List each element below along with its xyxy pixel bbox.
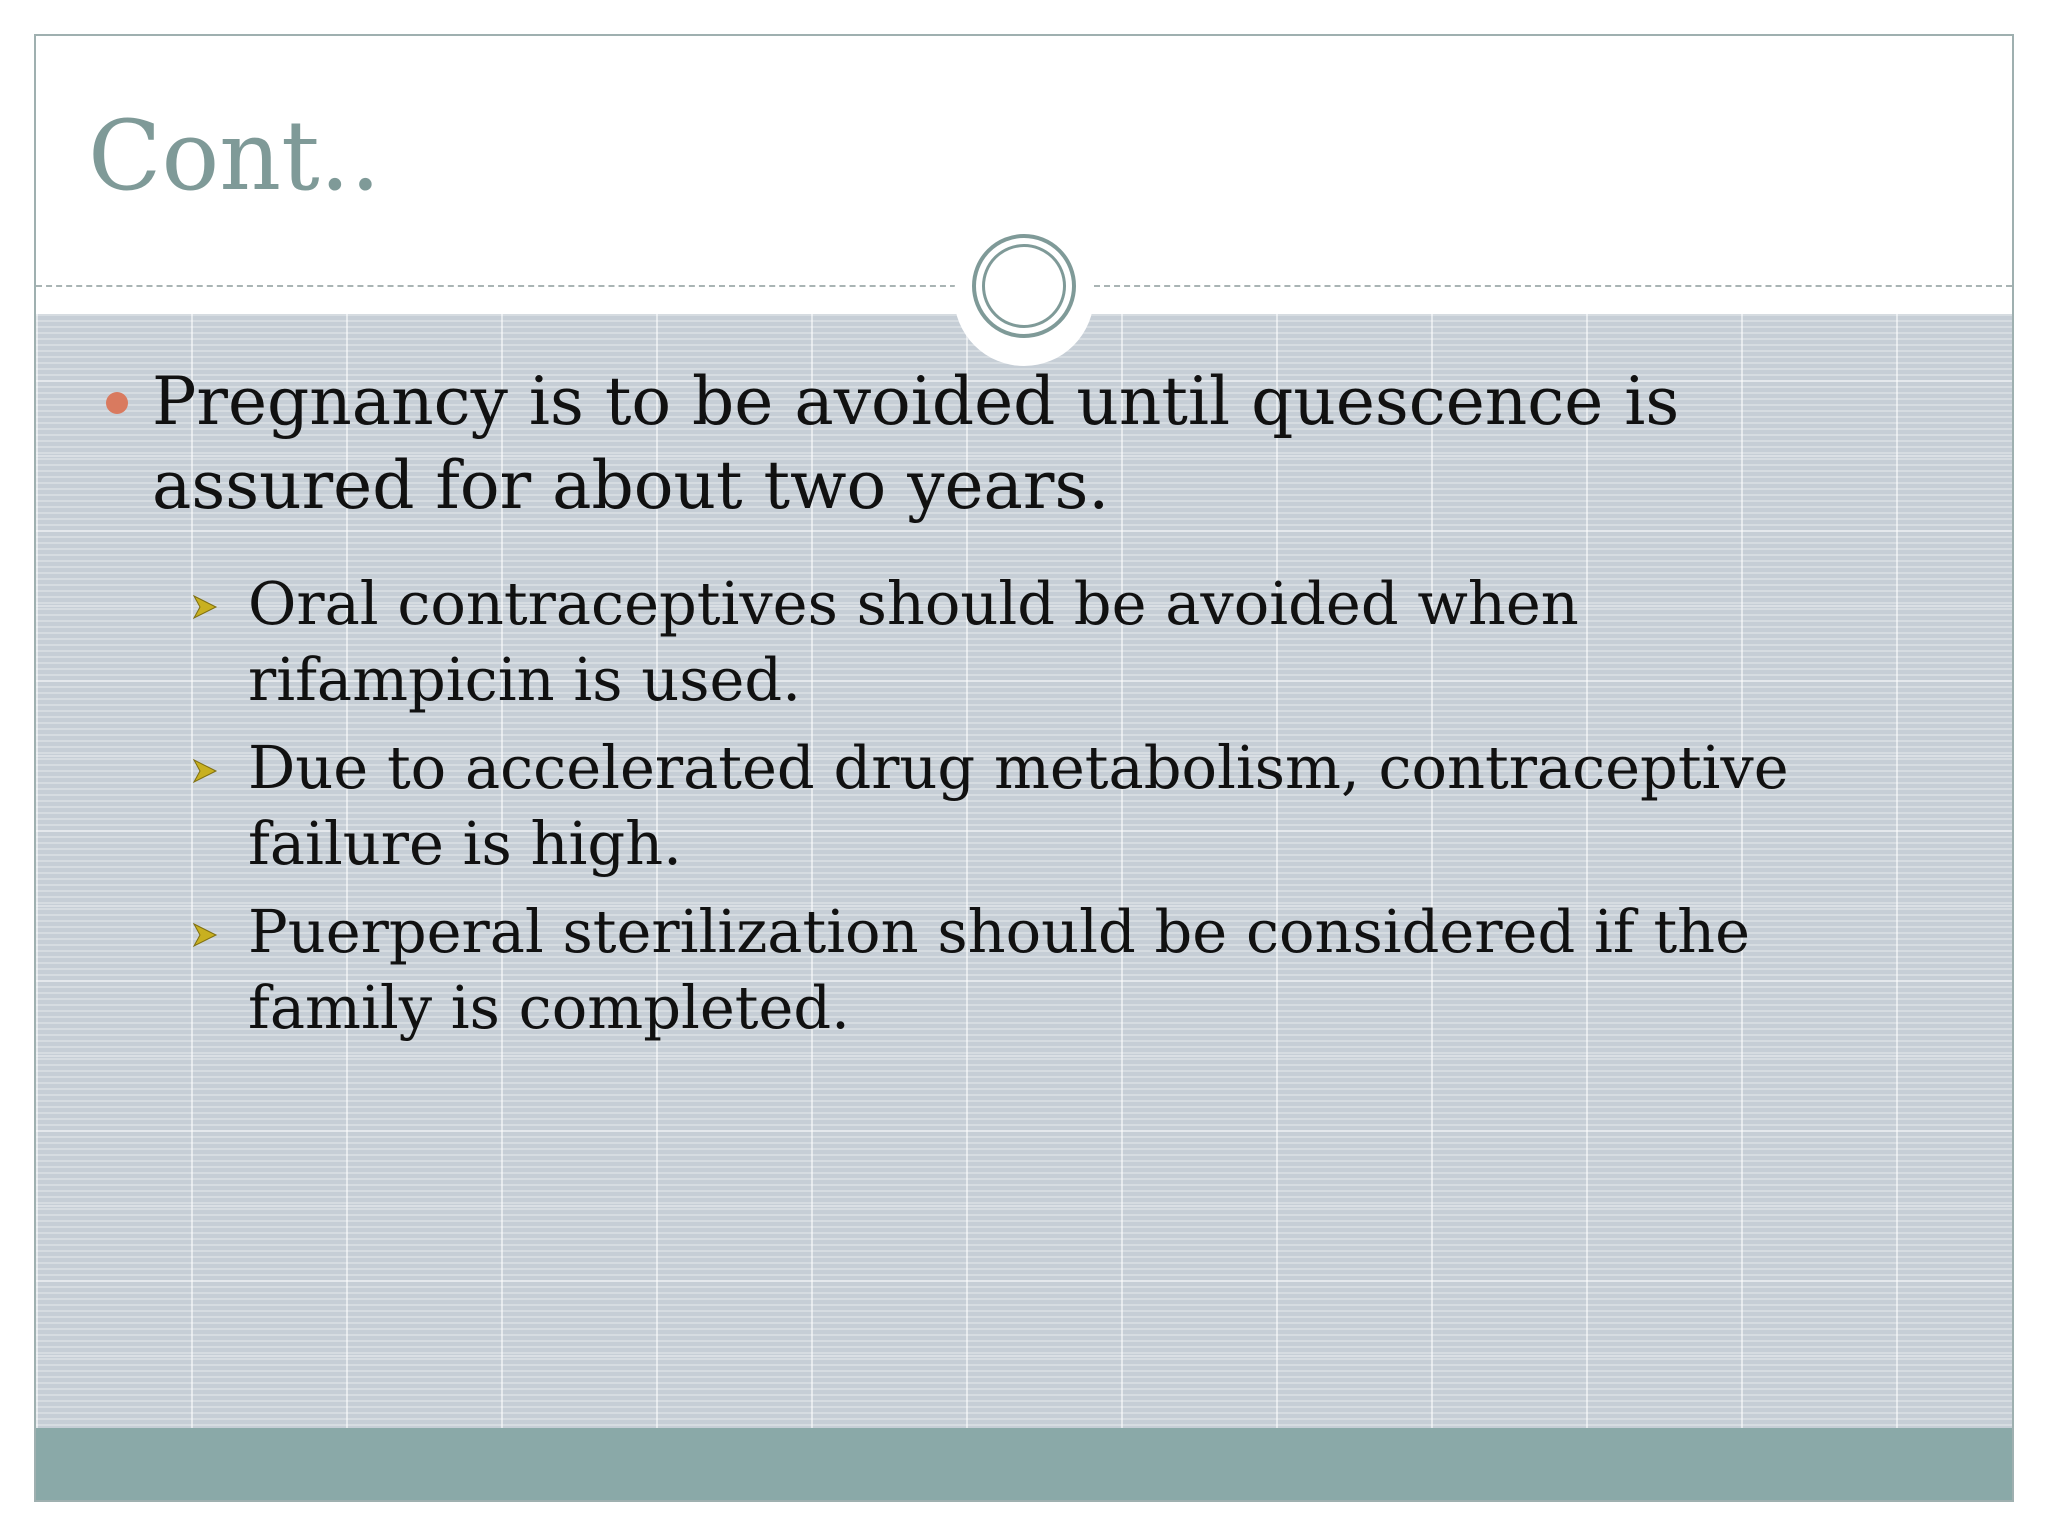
arrow-bullet-icon (190, 920, 220, 950)
title-divider-right (1094, 285, 2012, 287)
bullet-item (82, 360, 1862, 528)
bullet-dot-icon (106, 392, 128, 414)
sub-bullet-text: Puerperal sterilization should be considered if the family is completed. (248, 897, 1751, 1042)
sub-bullet-text: Oral contraceptives should be avoided when rifampicin is used. (248, 569, 1579, 714)
sub-bullet-item (248, 894, 1898, 1046)
sub-bullet-item (248, 566, 1898, 718)
footer-bar (36, 1428, 2012, 1500)
arrow-bullet-icon (190, 592, 220, 622)
sub-bullet-item (248, 730, 1898, 882)
title-divider-left (36, 285, 956, 287)
slide (34, 34, 2014, 1502)
arrow-bullet-icon (190, 756, 220, 786)
ring-ornament-inner (982, 244, 1066, 328)
sub-bullet-text: Due to accelerated drug metabolism, contraceptive failure is high. (248, 733, 1789, 878)
slide-title: Cont.. (88, 100, 381, 212)
bullet-text: Pregnancy is to be avoided until quescence is assured for about two years. (152, 363, 1680, 524)
